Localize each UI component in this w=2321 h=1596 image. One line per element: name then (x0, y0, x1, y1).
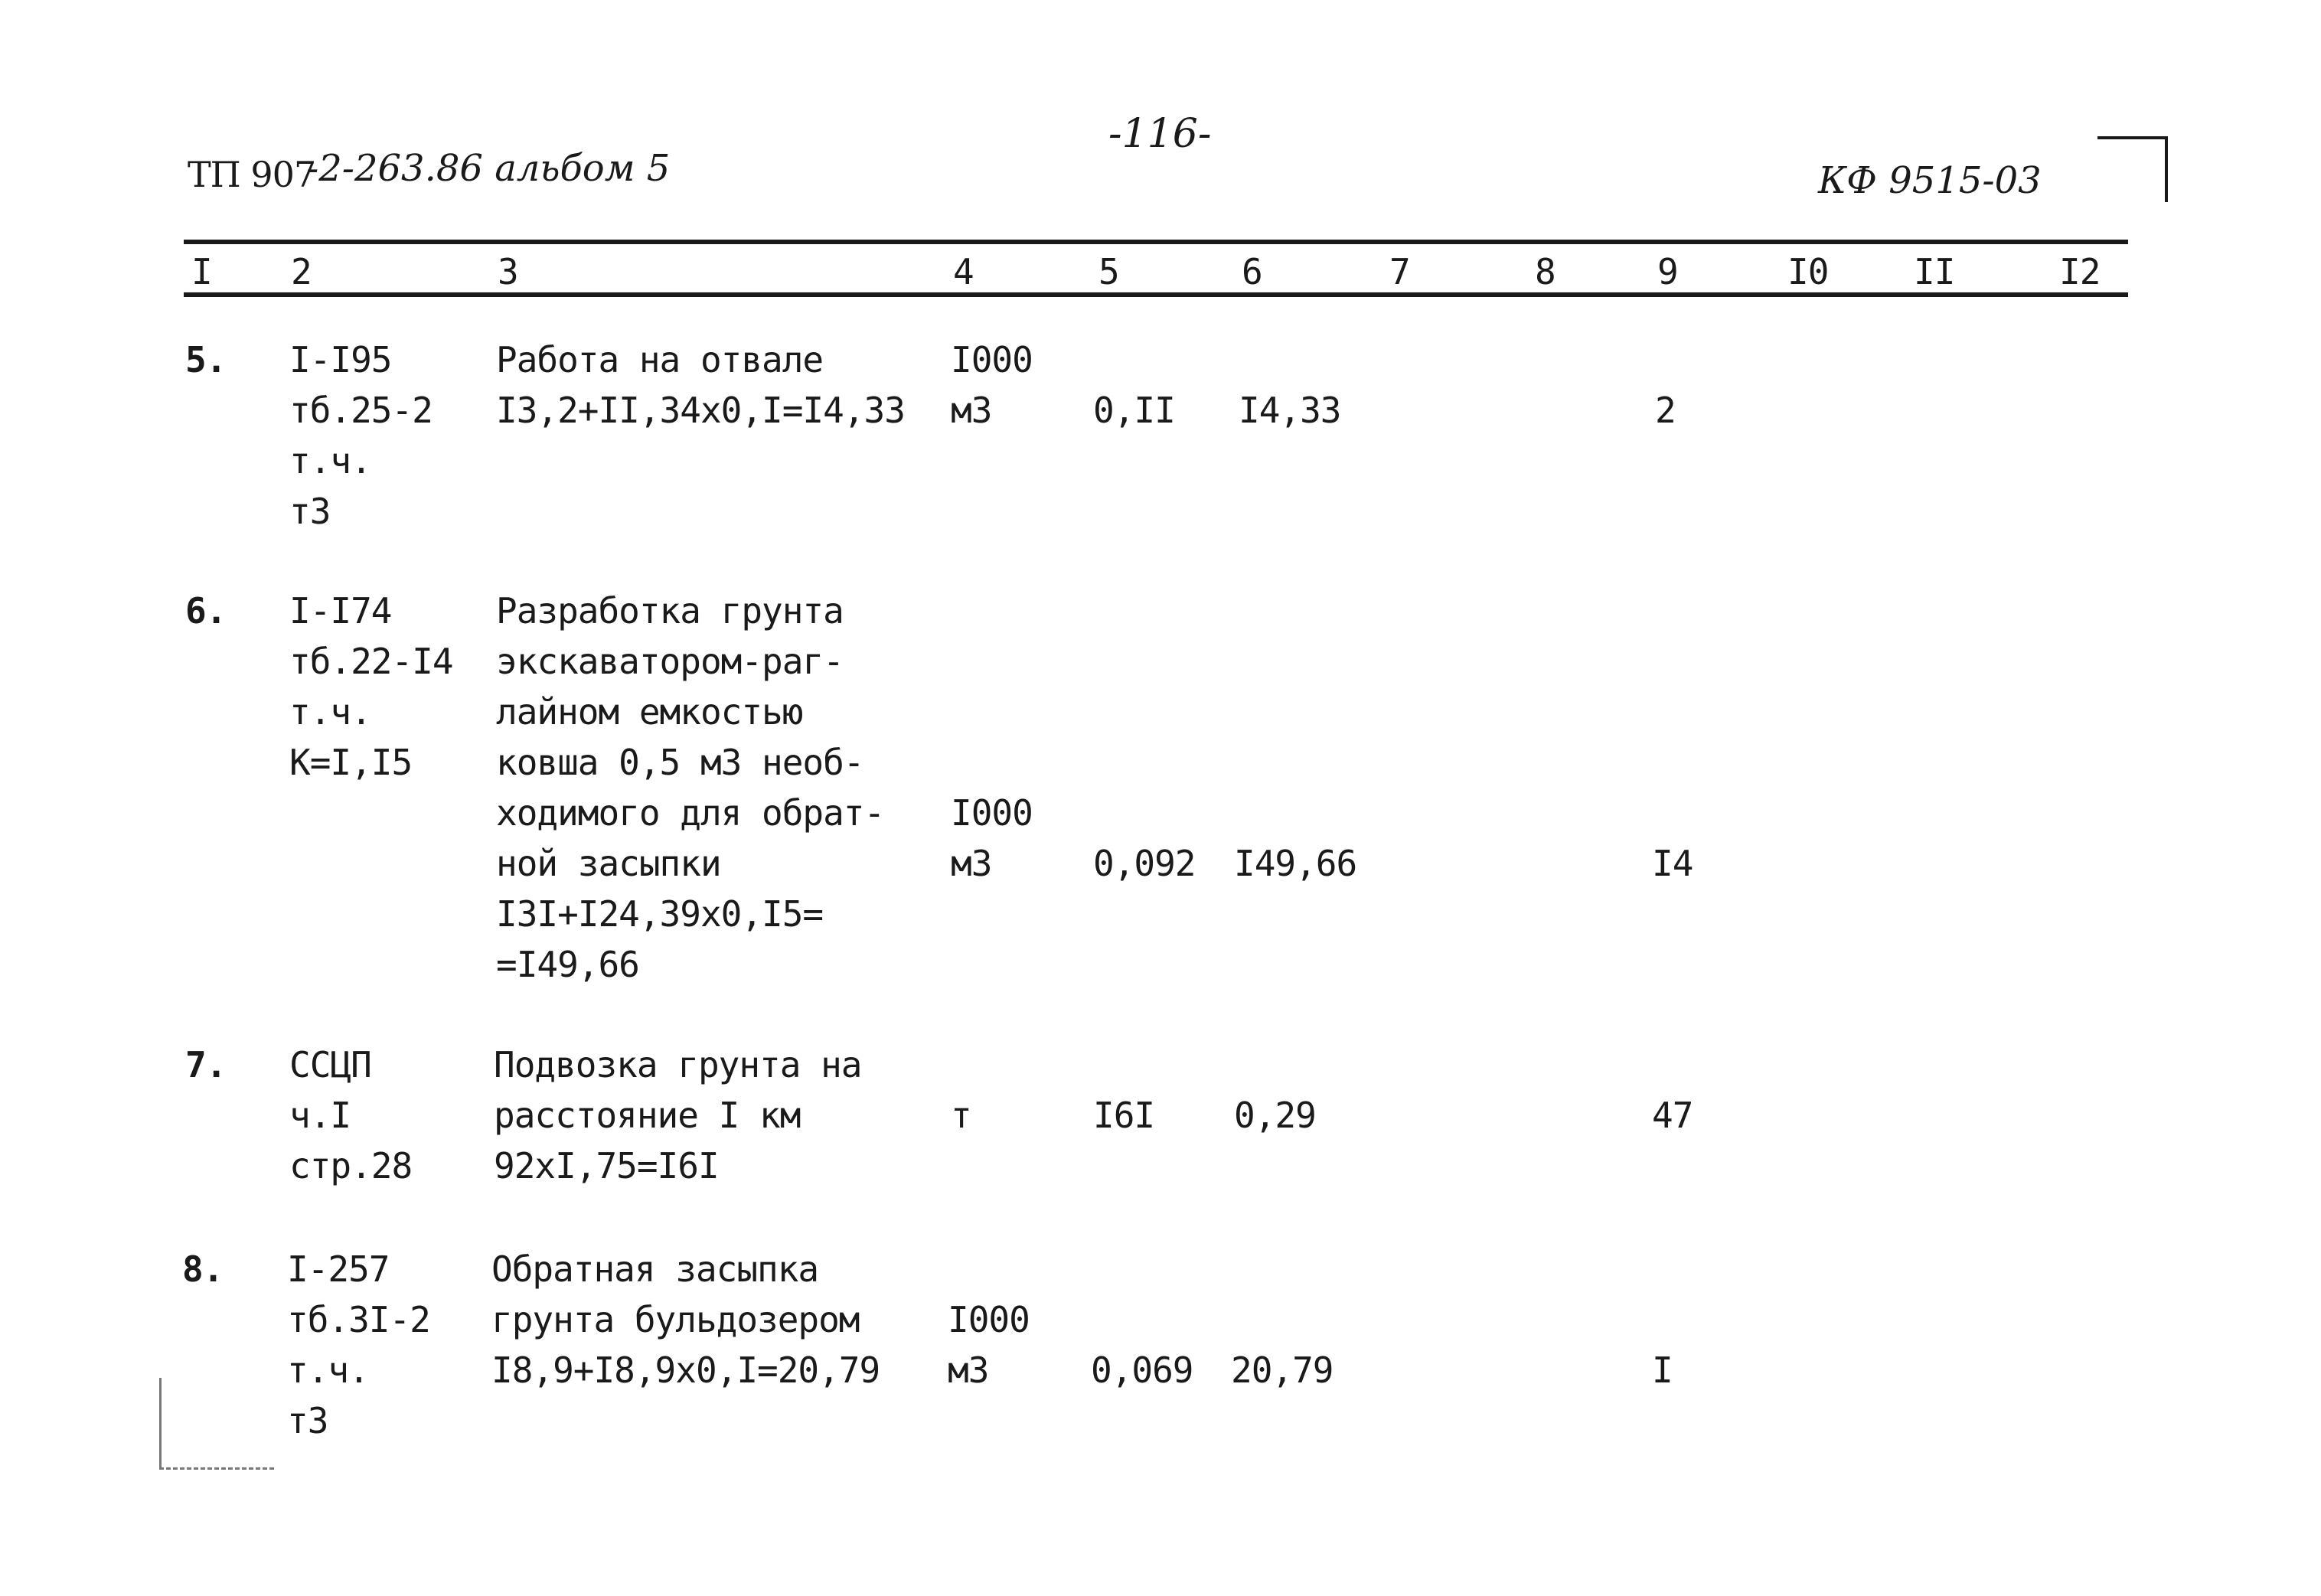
corner-mark-right (2165, 136, 2168, 202)
description-line: =I49,66 (496, 944, 639, 985)
description-line: 92xI,75=I6I (494, 1145, 719, 1186)
column-header-3: 3 (498, 251, 518, 292)
row-unit (948, 1294, 1030, 1395)
code-line: I-I74 (289, 590, 392, 632)
row-unit (951, 1090, 971, 1141)
row-unit (951, 335, 1033, 436)
code-line: I-I95 (289, 339, 392, 380)
column-header-7: 7 (1389, 251, 1410, 292)
row-col9: I4 (1652, 843, 1693, 884)
header-rule-bottom (184, 292, 2128, 297)
row-col9: 2 (1655, 390, 1676, 431)
unit-line: I000 (951, 339, 1033, 380)
row-code (289, 1040, 412, 1191)
row-code (289, 335, 433, 537)
description-line: I8,9+I8,9x0,I=20,79 (491, 1350, 880, 1391)
description-line: Обратная засыпка (491, 1248, 819, 1290)
row-col5: I6I (1093, 1095, 1155, 1136)
row-number: 8. (182, 1248, 224, 1290)
description-line: расстояние I км (494, 1095, 801, 1136)
code-line: т3 (289, 491, 331, 532)
code-line: I-257 (287, 1248, 390, 1290)
row-col6: 0,29 (1234, 1095, 1316, 1136)
code-line: тб.22-I4 (289, 641, 453, 682)
row-col5: 0,069 (1091, 1350, 1193, 1391)
row-col9: I (1652, 1350, 1673, 1391)
row-number: 5. (185, 339, 227, 380)
code-line: стр.28 (289, 1145, 413, 1186)
sheet-code: КФ 9515-03 (1818, 159, 2042, 202)
row-code (289, 586, 453, 788)
row-description (496, 335, 905, 436)
unit-line: м3 (951, 390, 992, 431)
column-header-9: 9 (1657, 251, 1678, 292)
column-header-6: 6 (1242, 251, 1262, 292)
row-description (496, 586, 884, 990)
page-number: -116- (1108, 111, 1212, 157)
code-line: ч.I (289, 1095, 351, 1136)
description-line: ной засыпки (496, 843, 721, 884)
unit-line: I000 (951, 792, 1033, 834)
description-line: Подвозка грунта на (494, 1044, 862, 1085)
column-header-5: 5 (1098, 251, 1119, 292)
code-line: тб.25-2 (289, 390, 433, 431)
code-line: т.ч. (287, 1350, 369, 1391)
corner-mark-top (2097, 136, 2166, 139)
code-line: К=I,I5 (289, 742, 413, 783)
description-line: экскаватором-раг- (496, 641, 844, 682)
row-col6: I4,33 (1239, 390, 1341, 431)
description-line: ковша 0,5 м3 необ- (496, 742, 864, 783)
row-number: 6. (185, 590, 227, 632)
column-header-4: 4 (953, 251, 974, 292)
column-header-1: I (191, 251, 212, 292)
description-line: I3,2+II,34x0,I=I4,33 (496, 390, 905, 431)
row-description (491, 1244, 880, 1395)
code-line: т.ч. (289, 691, 371, 733)
column-header-8: 8 (1535, 251, 1555, 292)
row-unit (951, 788, 1033, 889)
row-col9: 47 (1652, 1095, 1693, 1136)
row-col5: 0,II (1093, 390, 1175, 431)
column-header-12: I2 (2059, 251, 2101, 292)
code-line: ССЦП (289, 1044, 371, 1085)
description-line: ходимого для обрат- (496, 792, 885, 834)
document-code-handwritten: -2-263.86 альбом 5 (306, 147, 671, 190)
row-col6: 20,79 (1231, 1350, 1334, 1391)
column-header-10: I0 (1787, 251, 1829, 292)
header-rule-top (184, 240, 2128, 244)
row-col5: 0,092 (1093, 843, 1196, 884)
row-code (287, 1244, 430, 1446)
binding-mark-horizontal (159, 1467, 274, 1470)
description-line: Разработка грунта (496, 590, 844, 632)
unit-line: I000 (948, 1299, 1030, 1340)
column-header-11: II (1914, 251, 1955, 292)
description-line: лайном емкостью (496, 691, 803, 733)
code-line: тб.3I-2 (287, 1299, 430, 1340)
row-description (494, 1040, 862, 1191)
row-number: 7. (185, 1044, 227, 1085)
document-code: ТП 907 (188, 154, 316, 195)
code-line: т3 (287, 1400, 328, 1441)
description-line: Работа на отвале (496, 339, 824, 380)
code-line: т.ч. (289, 440, 371, 481)
description-line: грунта бульдозером (491, 1299, 860, 1340)
binding-mark-vertical (159, 1378, 162, 1470)
unit-line: м3 (951, 843, 992, 884)
column-header-2: 2 (291, 251, 312, 292)
row-col6: I49,66 (1234, 843, 1357, 884)
description-line: I3I+I24,39x0,I5= (496, 893, 824, 935)
unit-line: м3 (948, 1350, 989, 1391)
unit-line: т (951, 1095, 971, 1136)
